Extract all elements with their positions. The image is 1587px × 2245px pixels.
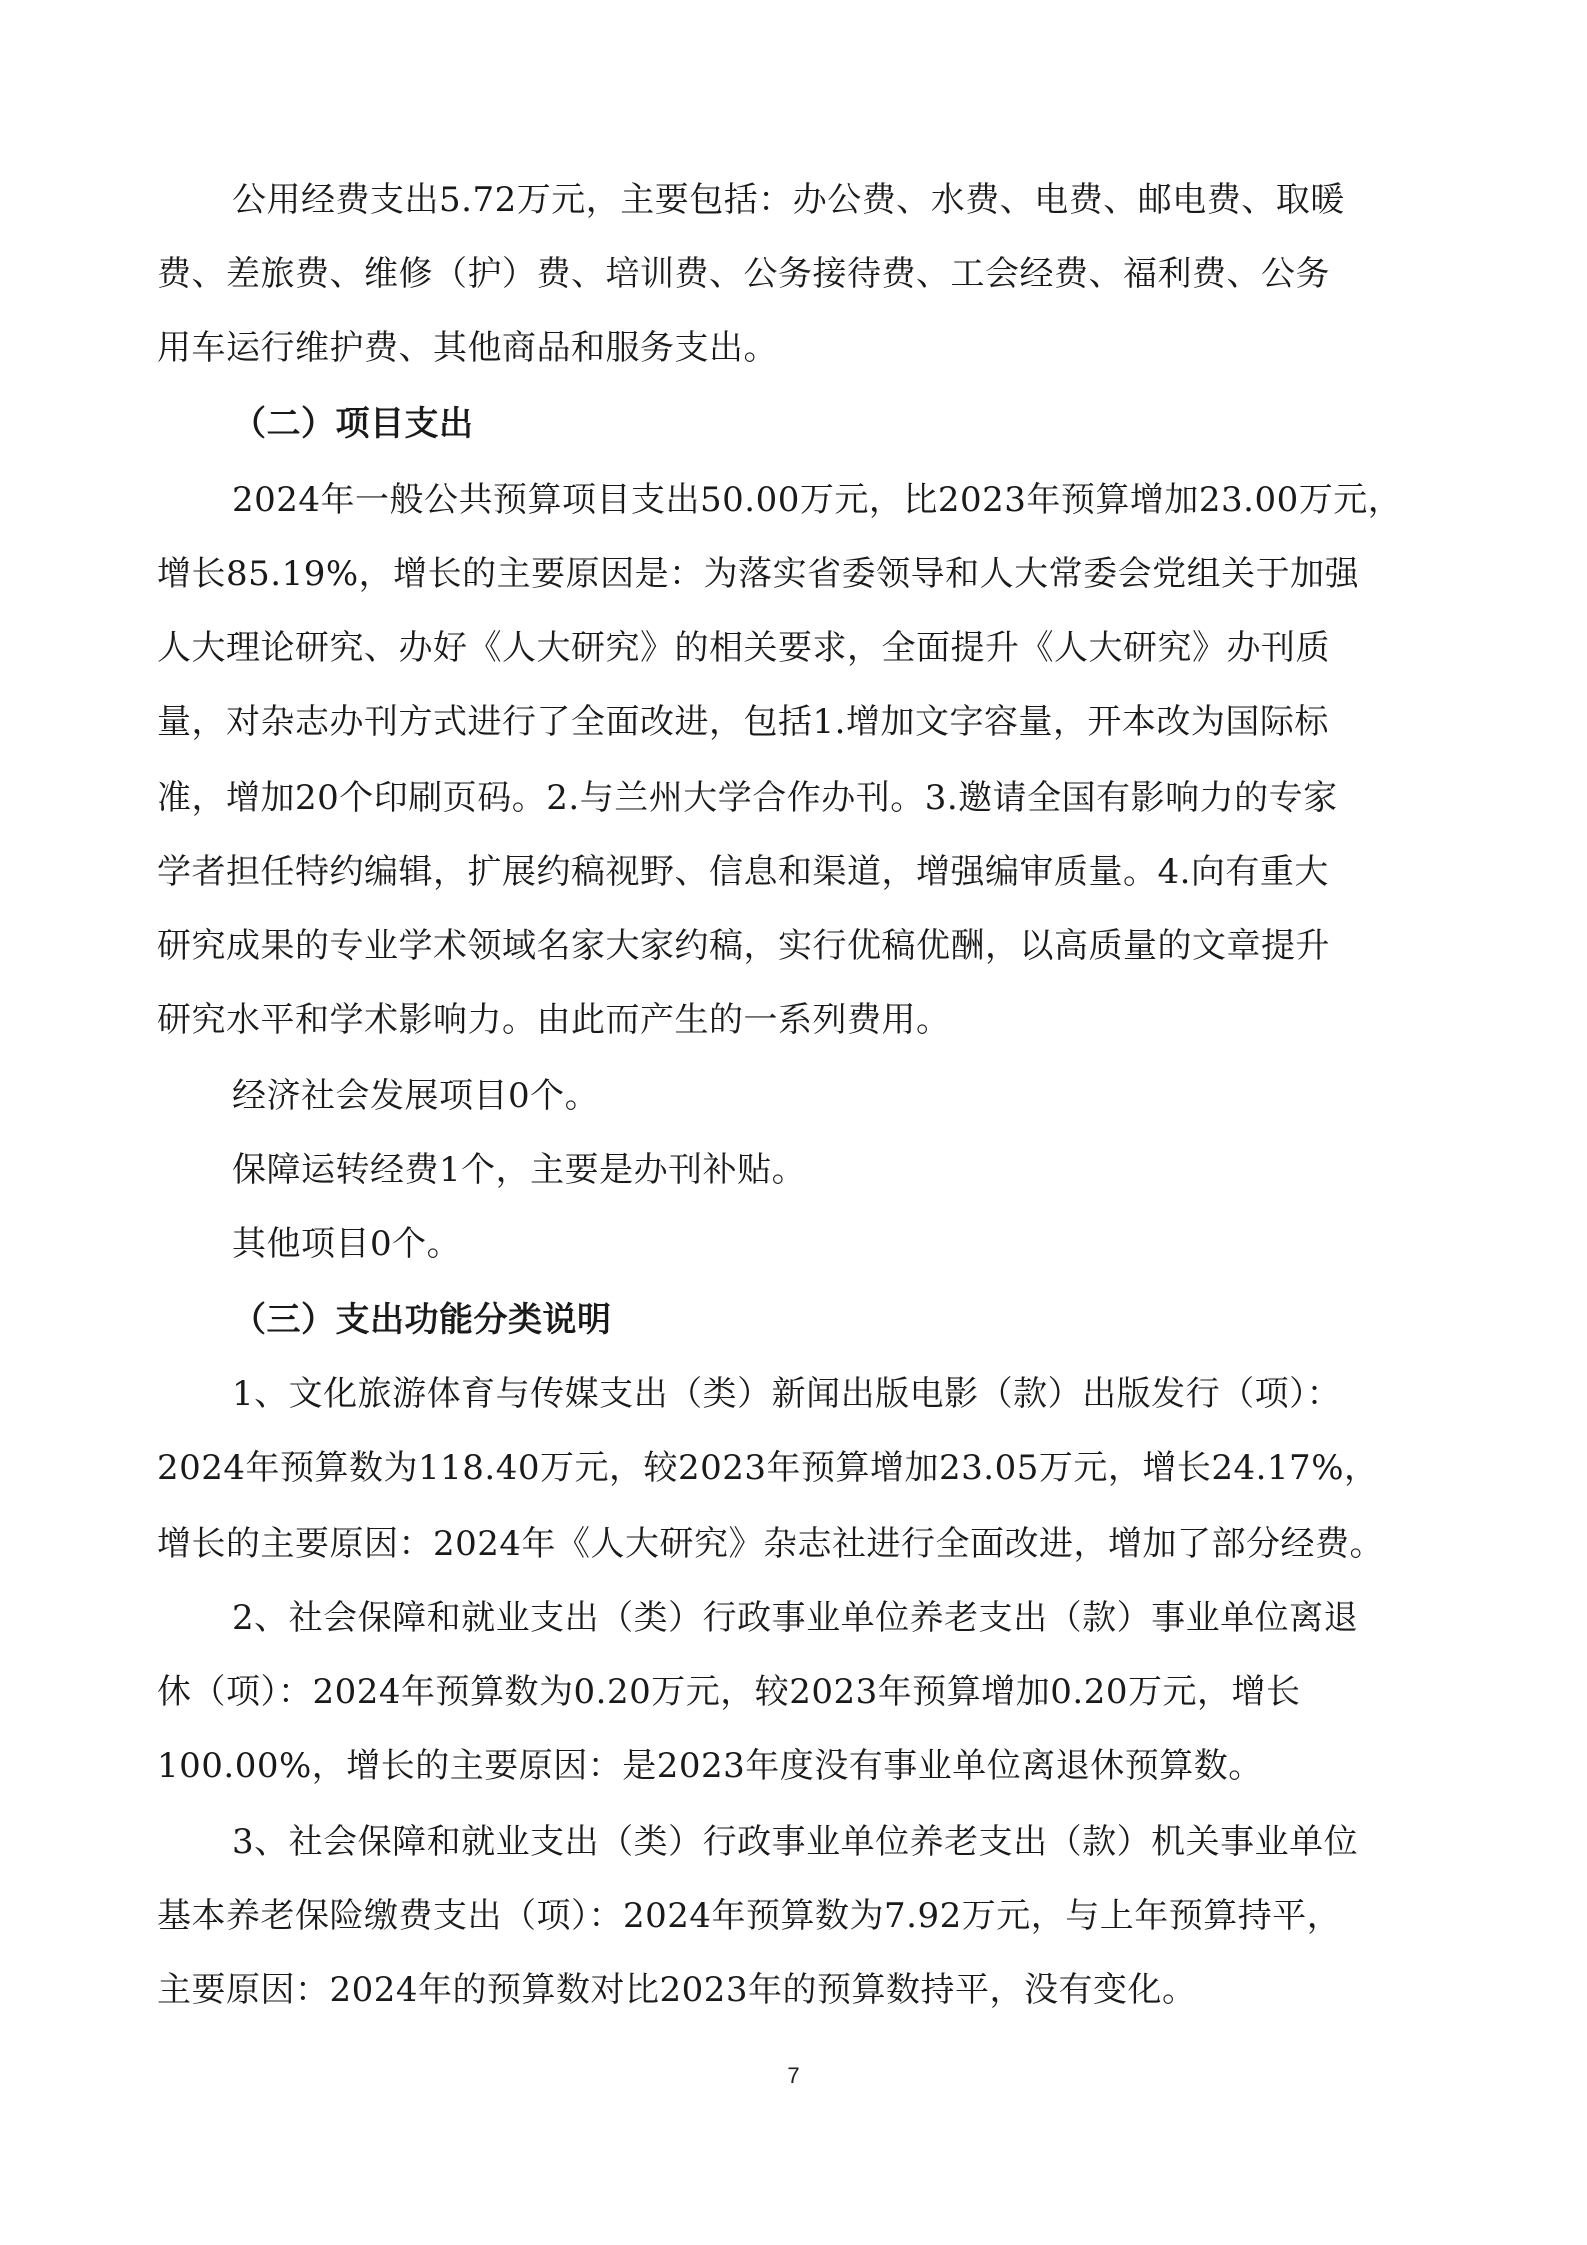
- paragraph-line: 人大理论研究、办好《人大研究》的相关要求，全面提升《人大研究》办刊质: [157, 628, 1330, 668]
- paragraph-line: 2024年预算数为118.40万元，较2023年预算增加23.05万元，增长24.17%，: [157, 1448, 1379, 1488]
- page-number: 7: [787, 2063, 800, 2088]
- paragraph-line: 2024年一般公共预算项目支出50.00万元，比2023年预算增加23.00万元，: [232, 480, 1403, 520]
- paragraph-line: 2、社会保障和就业支出（类）行政事业单位养老支出（款）事业单位离退: [232, 1598, 1359, 1638]
- paragraph-line: 休（项）：2024年预算数为0.20万元，较2023年预算增加0.20万元，增长: [157, 1672, 1301, 1712]
- paragraph-line: 准，增加20个印刷页码。2.与兰州大学合作办刊。3.邀请全国有影响力的专家: [157, 778, 1338, 818]
- paragraph-line: 其他项目0个。: [232, 1224, 462, 1264]
- section-heading-functional-classification: （三）支出功能分类说明: [232, 1300, 612, 1340]
- paragraph-line: 用车运行维护费、其他商品和服务支出。: [157, 328, 778, 368]
- paragraph-line: 学者担任特约编辑，扩展约稿视野、信息和渠道，增强编审质量。4.向有重大: [157, 852, 1329, 892]
- paragraph-line: 基本养老保险缴费支出（项）：2024年预算数为7.92万元，与上年预算持平，: [157, 1896, 1342, 1936]
- paragraph-line: 增长的主要原因：2024年《人大研究》杂志社进行全面改进，增加了部分经费。: [157, 1524, 1385, 1564]
- paragraph-line: 研究水平和学术影响力。由此而产生的一系列费用。: [157, 1000, 951, 1040]
- paragraph-line: 费、差旅费、维修（护）费、培训费、公务接待费、工会经费、福利费、公务: [157, 254, 1330, 294]
- paragraph-line: 保障运转经费1个，主要是办刊补贴。: [232, 1150, 807, 1190]
- paragraph-line: 增长85.19%，增长的主要原因是：为落实省委领导和人大常委会党组关于加强: [157, 554, 1360, 594]
- paragraph-line: 3、社会保障和就业支出（类）行政事业单位养老支出（款）机关事业单位: [232, 1822, 1359, 1862]
- section-heading-project-expenditure: （二）项目支出: [232, 404, 474, 444]
- paragraph-line: 1、文化旅游体育与传媒支出（类）新闻出版电影（款）出版发行（项）：: [232, 1374, 1342, 1414]
- paragraph-line: 量，对杂志办刊方式进行了全面改进，包括1.增加文字容量，开本改为国际标: [157, 702, 1329, 742]
- paragraph-line: 公用经费支出5.72万元，主要包括：办公费、水费、电费、邮电费、取暖: [232, 180, 1345, 220]
- paragraph-line: 100.00%，增长的主要原因：是2023年度没有事业单位离退休预算数。: [157, 1746, 1263, 1786]
- paragraph-line: 经济社会发展项目0个。: [232, 1076, 600, 1116]
- paragraph-line: 主要原因：2024年的预算数对比2023年的预算数持平，没有变化。: [157, 1970, 1197, 2010]
- paragraph-line: 研究成果的专业学术领域名家大家约稿，实行优稿优酬，以高质量的文章提升: [157, 926, 1330, 966]
